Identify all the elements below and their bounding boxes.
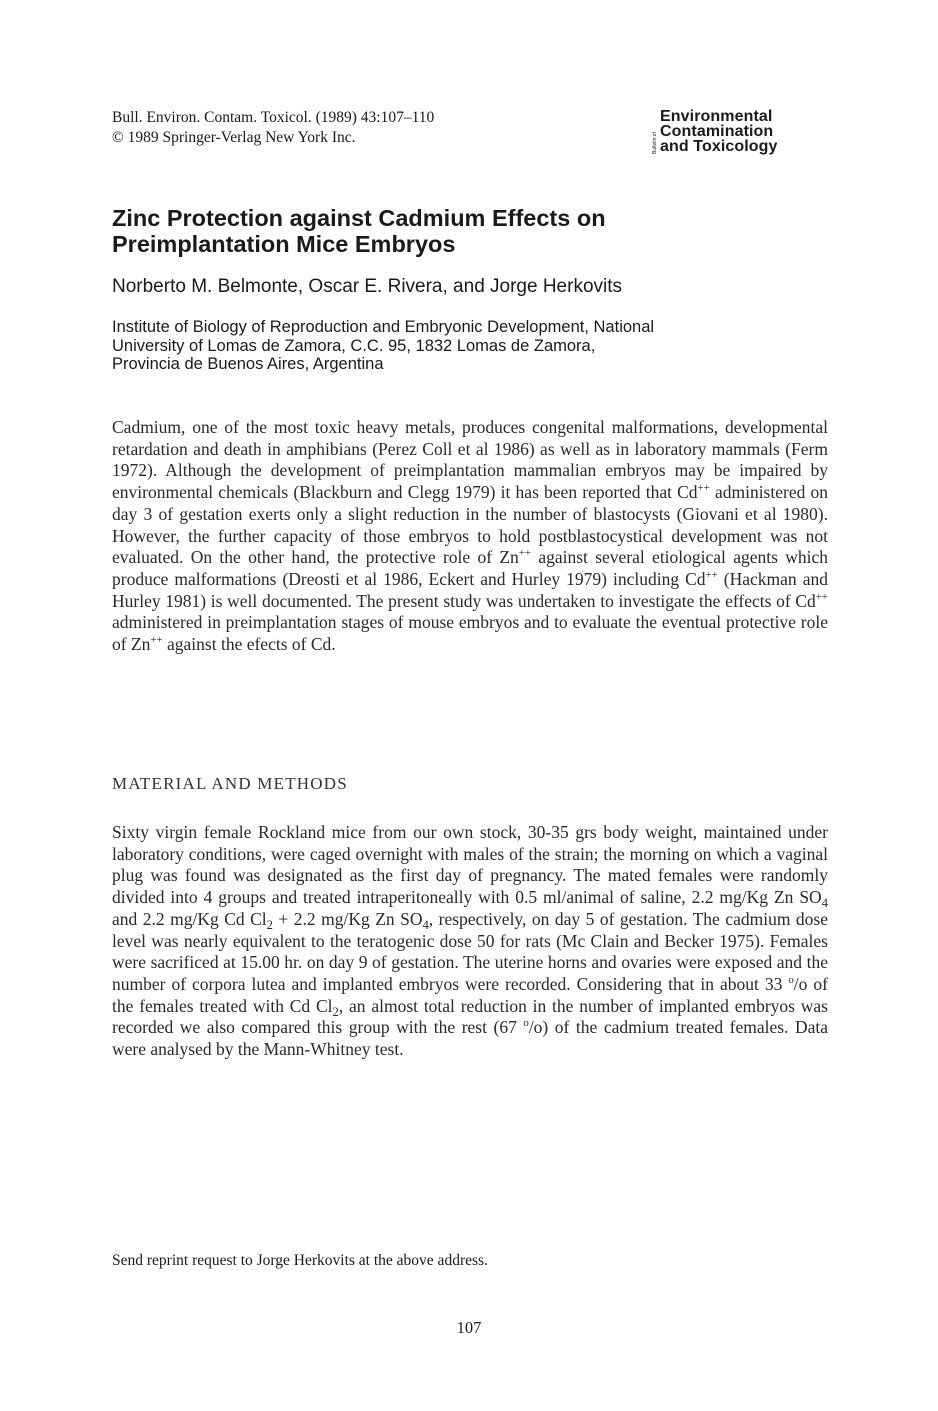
intro-text: (Hackman and Hurley 1981) is well documented. The present study was undertaken to investigate the effects of Cd (112, 568, 828, 611)
methods-text: , an almost total reduction in the number of implanted embryos was recorded we also compared this group with the rest (67 (112, 995, 828, 1038)
article-title-line: Preimplantation Mice Embryos (112, 231, 456, 257)
article-authors: Norberto M. Belmonte, Oscar E. Rivera, and Jorge Herkovits (112, 276, 623, 297)
affiliation-line: Provincia de Buenos Aires, Argentina (112, 355, 384, 373)
percent-superscript: o (788, 973, 794, 986)
methods-paragraph (112, 822, 828, 1061)
methods-text: and 2.2 mg/Kg Cd Cl (112, 908, 267, 929)
reprint-footnote: Send reprint request to Jorge Herkovits at the above address. (112, 1252, 488, 1269)
journal-logo-vertical-text: Bulletin of (652, 132, 658, 154)
intro-text: administered on day 3 of gestation exerts only a slight reduction in the number of blastocysts (Giovani et al 1980). However, the further capacity of those embryos to hold postblastocystical development was not evaluated. On the other hand, the protective role of Zn (112, 482, 829, 568)
citation-header (112, 108, 434, 148)
ion-charge: ++ (815, 590, 828, 603)
journal-logo (652, 109, 778, 154)
methods-text: Sixty virgin female Rockland mice from our own stock, 30-35 grs body weight, maintained under laboratory conditions, were caged overnight with males of the strain; the morning on which a vaginal plug was found was designated as the first day of pregnancy. The mated females were randomly divided into 4 groups and treated intraperitoneally with 0.5 ml/animal of saline, 2.2 mg/Kg Zn SO (112, 822, 828, 908)
citation-line: Bull. Environ. Contam. Toxicol. (1989) 43:107–110 (112, 109, 435, 126)
methods-text: , respectively, on day 5 of gestation. The cadmium dose level was nearly equivalent to the teratogenic dose 50 for rats (Mc Clain and Becker 1975). Females were sacrificed at 15.00 hr. on day 9 of gestation. The uterine horns and ovaries were exposed and the number of corpora lutea and implanted embryos were recorded. Considering that in about 33 (112, 908, 828, 994)
affiliation-line: Institute of Biology of Reproduction and Embryonic Development, National (112, 318, 655, 336)
percent-superscript: o (523, 1017, 529, 1030)
journal-logo-line: Environmental (660, 108, 773, 125)
affiliation (112, 318, 812, 374)
methods-text: /o of the females treated with Cd Cl (112, 973, 828, 1016)
article-title-line: Zinc Protection against Cadmium Effects on (112, 205, 606, 231)
chem-subscript: 2 (266, 917, 273, 932)
intro-paragraph (112, 417, 828, 656)
ion-charge: ++ (705, 568, 718, 581)
chem-subscript: 4 (821, 895, 828, 910)
ion-charge: ++ (518, 547, 532, 560)
methods-text: + 2.2 mg/Kg Zn SO (272, 908, 423, 929)
article-title (112, 205, 606, 257)
journal-logo-line: Contamination (660, 123, 774, 140)
intro-text: against the efects of Cd. (162, 634, 336, 655)
journal-logo-line: and Toxicology (660, 138, 778, 155)
methods-text: /o) of the cadmium treated females. Data were analysed by the Mann-Whitney test. (112, 1017, 828, 1060)
ion-charge: ++ (697, 482, 710, 495)
affiliation-line: University of Lomas de Zamora, C.C. 95, 1832 Lomas de Zamora, (112, 336, 596, 355)
intro-text: Cadmium, one of the most toxic heavy metals, produces congenital malformations, developmental retardation and death in amphibians (Perez Coll et al 1986) as well as in laboratory mammals (Ferm 1972). Although the development of preimplantation mammalian embryos may be impaired by environmental chemicals (Blackburn and Clegg 1979) it has been reported that Cd (112, 417, 828, 503)
ion-charge: ++ (150, 633, 163, 646)
chem-subscript: 2 (332, 1004, 339, 1019)
chem-subscript: 4 (422, 917, 429, 932)
page-number: 107 (456, 1318, 482, 1337)
copyright-line: © 1989 Springer-Verlag New York Inc. (112, 129, 356, 146)
intro-text: against several etiological agents which produce malformations (Dreosti et al 1986, Eckert and Hurley 1979) including Cd (112, 547, 828, 589)
methods-heading: MATERIAL AND METHODS (112, 774, 348, 793)
intro-text: administered in preimplantation stages of mouse embryos and to evaluate the eventual protective role of Zn (112, 612, 828, 655)
